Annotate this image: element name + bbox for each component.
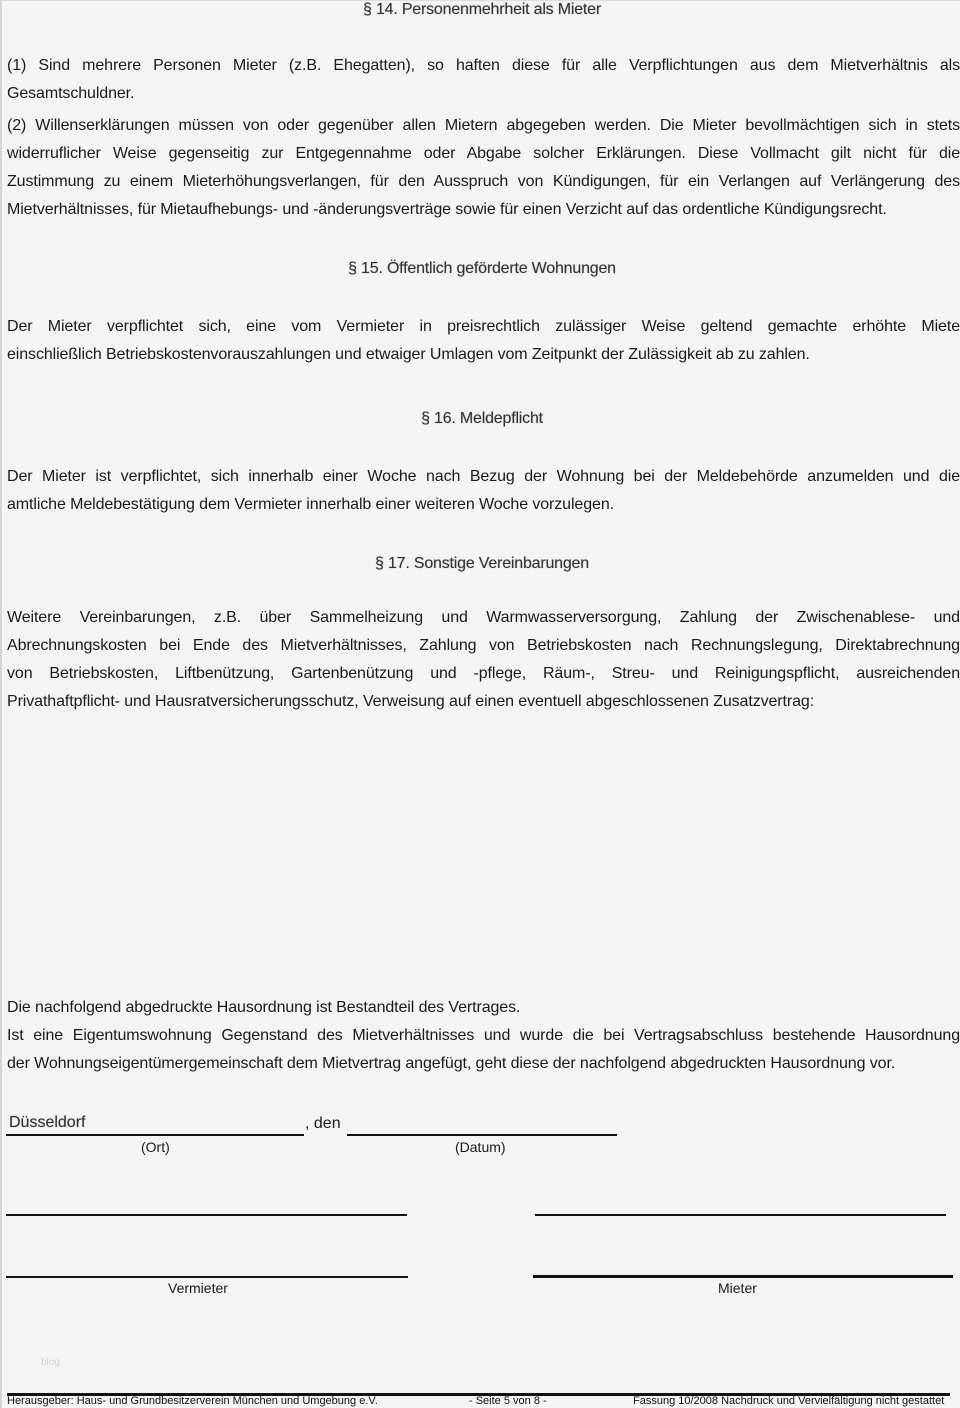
tenant-signature-line-2[interactable] [533, 1275, 953, 1278]
text-line: amtliche Meldebestätigung dem Vermieter innerhalb einer weiteren Woche vorzulegen. [7, 496, 614, 513]
text-line: der Wohnungseigentümergemeinschaft dem Mietvertrag angefügt, geht diese der nachfolgend abgedruckten Hausordnung vor. [7, 1055, 896, 1072]
text-line: Die nachfolgend abgedruckte Hausordnung ist Bestandteil des Vertrages. [7, 999, 521, 1016]
text-line: Mietverhältnisses, für Mietaufhebungs- und -änderungsverträge sowie für einen Verzicht auf das ordentliche Kündigungsrecht. [7, 201, 887, 218]
section-15-paragraph [7, 313, 960, 369]
landlord-signature-line-1[interactable] [6, 1214, 407, 1216]
text-line: Der Mieter verpflichtet sich, eine vom Vermieter in preisrechtlich zulässiger Weise geltend gemachte erhöhte Miete [7, 318, 960, 335]
text-line: Der Mieter ist verpflichtet, sich innerhalb einer Woche nach Bezug der Wohnung bei der Meldebehörde anzumelden und die [7, 468, 960, 485]
additional-agreements-blank-area[interactable] [7, 721, 957, 991]
den-label: , den [305, 1115, 341, 1132]
place-field[interactable]: Düsseldorf [9, 1114, 86, 1131]
text-line: Zustimmung zu einem Mieterhöhungsverlangen, für den Ausspruch von Kündigungen, für ein Verlangen auf Verlängerung des [7, 173, 960, 190]
text-line: (1) Sind mehrere Personen Mieter (z.B. Ehegatten), so haften diese für alle Verpflichtungen aus dem Mietverhältnis als [7, 57, 960, 74]
section-15-heading: § 15. Öffentlich geförderte Wohnungen [348, 260, 616, 277]
tenant-caption: Mieter [718, 1280, 757, 1296]
section-17-heading: § 17. Sonstige Vereinbarungen [375, 555, 589, 572]
text-line: Abrechnungskosten bei Ende des Mietverhältnisses, Zahlung von Betriebskosten nach Rechnungslegung, Direktabrechnung [7, 637, 960, 654]
text-line: einschließlich Betriebskostenvorauszahlungen und etwaiger Umlagen vom Zeitpunkt der Zulässigkeit ab zu zahlen. [7, 346, 810, 363]
watermark-text: blog [41, 1357, 60, 1368]
footer-publisher: Herausgeber: Haus- und Grundbesitzerverein München und Umgebung e.V. [7, 1395, 378, 1407]
text-line: Ist eine Eigentumswohnung Gegenstand des Mietverhältnisses und wurde die bei Vertragsabschluss bestehende Hausordnung [7, 1027, 960, 1044]
text-line: Weitere Vereinbarungen, z.B. über Sammelheizung und Warmwasserversorgung, Zahlung der Zwischenablese- und [7, 609, 960, 626]
section-16-paragraph [7, 463, 960, 519]
section-14-heading: § 14. Personenmehrheit als Mieter [363, 1, 601, 18]
date-caption: (Datum) [455, 1139, 506, 1155]
section-14-paragraph-1 [7, 52, 960, 108]
text-line: (2) Willenserklärungen müssen von oder gegenüber allen Mietern abgegeben werden. Die Mieter bevollmächtigen sich in stets [7, 117, 960, 134]
landlord-caption: Vermieter [168, 1280, 228, 1296]
section-16-heading: § 16. Meldepflicht [421, 410, 543, 427]
footer-page-number: - Seite 5 von 8 - [469, 1395, 547, 1407]
text-line: Privathaftpflicht- und Hausratversicherungsschutz, Verweisung auf einen eventuell abgeschlossenen Zusatzvertrag: [7, 693, 815, 710]
place-underline [6, 1134, 304, 1136]
landlord-signature-line-2[interactable] [6, 1276, 408, 1278]
section-17-paragraph [7, 604, 960, 716]
tenant-signature-line-1[interactable] [535, 1214, 946, 1216]
text-line: widerruflicher Weise gegenseitig zur Entgegennahme oder Abgabe solcher Erklärungen. Diese Vollmacht gilt nicht für die [7, 145, 960, 162]
closing-paragraph [7, 994, 960, 1078]
footer-version: Fassung 10/2008 Nachdruck und Vervielfältigung nicht gestattet [633, 1395, 945, 1407]
section-14-paragraph-2 [7, 112, 960, 224]
text-line: Gesamtschuldner. [7, 85, 135, 102]
text-line: von Betriebskosten, Liftbenützung, Gartenbenützung und -pflege, Räum-, Streu- und Reinigungspflicht, ausreichenden [7, 665, 960, 682]
date-field[interactable] [347, 1134, 617, 1136]
place-caption: (Ort) [141, 1139, 170, 1155]
